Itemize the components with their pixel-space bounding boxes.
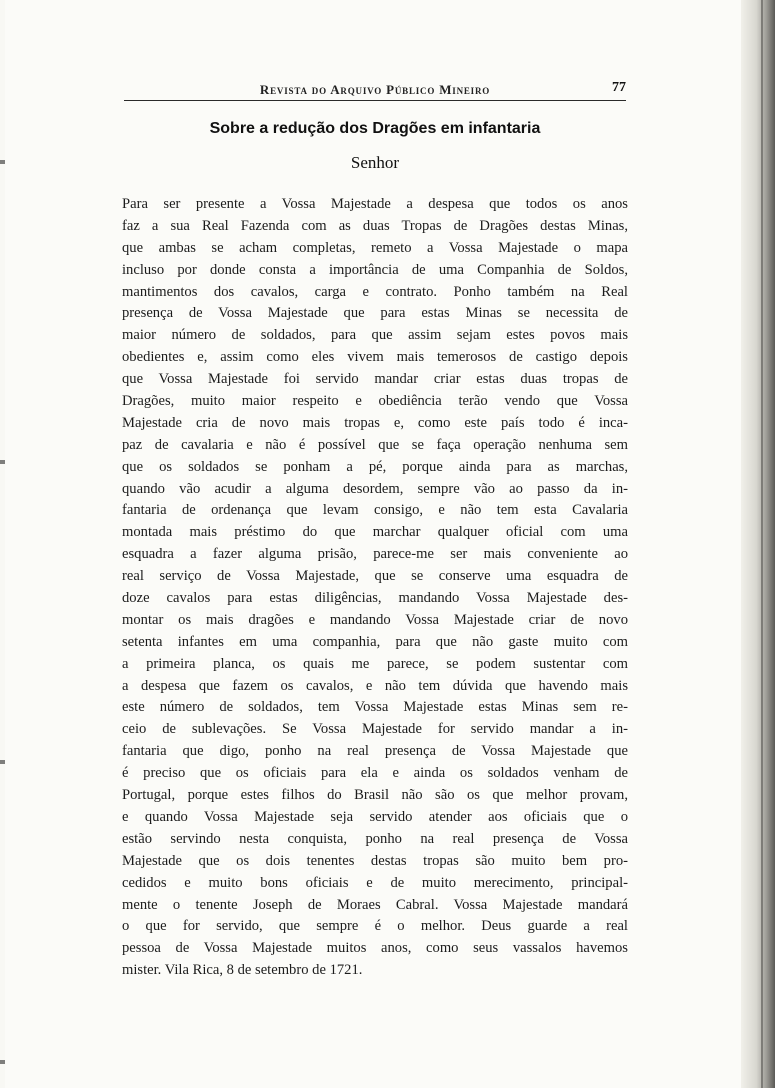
text-line: maior número de soldados, para que assim sejam estes povos mais <box>122 327 628 344</box>
text-line: setenta infantes em uma companhia, para que não gaste muito com <box>122 633 628 650</box>
running-head <box>124 80 626 101</box>
text-line: Majestade que os dois tenentes destas tropas são muito bem pro- <box>122 852 628 869</box>
text-line: Portugal, porque estes filhos do Brasil não são os que melhor provam, <box>122 787 628 804</box>
text-line: mister. Vila Rica, 8 de setembro de 1721. <box>122 962 363 979</box>
text-line: presença de Vossa Majestade que para estas Minas se necessita de <box>122 305 628 322</box>
text-line: ceio de sublevações. Se Vossa Majestade for servido mandar a in- <box>122 721 628 738</box>
text-line: estão servindo nesta conquista, ponho na real presença de Vossa <box>122 830 628 847</box>
text-line: obedientes e, assim como eles vivem mais temerosos de castigo depois <box>122 349 628 366</box>
running-title: Revista do Arquivo Público Mineiro <box>259 82 491 97</box>
text-line: paz de cavalaria e não é possível que se faça operação nenhuma sem <box>122 436 628 453</box>
text-line: faz a sua Real Fazenda com as duas Tropas de Dragões destas Minas, <box>122 217 628 234</box>
page-number: 77 <box>612 80 626 95</box>
text-line: incluso por donde consta a importância de uma Companhia de Soldos, <box>122 261 628 278</box>
text-line: mantimentos dos cavalos, carga e contrato. Ponho também na Real <box>122 283 628 300</box>
text-line: e quando Vossa Majestade seja servido atender aos oficiais que o <box>122 808 628 825</box>
text-line: mente o tenente Joseph de Moraes Cabral. Vossa Majestade mandará <box>122 896 628 913</box>
text-line: real serviço de Vossa Majestade, que se conserve uma esquadra de <box>122 568 628 585</box>
text-line: Para ser presente a Vossa Majestade a despesa que todos os anos <box>122 196 628 212</box>
text-line: que os soldados se ponham a pé, porque ainda para as marchas, <box>122 458 628 475</box>
text-line: fantaria que digo, ponho na real presença de Vossa Majestade que <box>122 743 628 760</box>
text-line: Majestade cria de novo mais tropas e, como este país todo é inca- <box>122 414 628 431</box>
text-line: doze cavalos para estas diligências, mandando Vossa Majestade des- <box>122 590 628 607</box>
text-line: que Vossa Majestade foi servido mandar criar estas duas tropas de <box>122 371 628 388</box>
text-line: quando vão acudir a alguma desordem, sempre vão ao passo da in- <box>122 480 628 497</box>
text-line: Dragões, muito maior respeito e obediência terão vendo que Vossa <box>122 393 628 410</box>
text-line: cedidos e muito bons oficiais e de muito merecimento, principal- <box>122 874 628 891</box>
text-line: que ambas se acham completas, remeto a Vossa Majestade o mapa <box>122 239 628 256</box>
document-title: Sobre a redução dos Dragões em infantaria <box>209 120 541 137</box>
text-line: a despesa que fazem os cavalos, e não tem dúvida que havendo mais <box>122 677 628 694</box>
text-line: pessoa de Vossa Majestade muitos anos, como seus vassalos havemos <box>122 940 628 957</box>
text-line: a primeira planca, os quais me parece, se podem sustentar com <box>122 655 628 672</box>
text-line: o que for servido, que sempre é o melhor. Deus guarde a real <box>122 918 628 935</box>
page-left-edge <box>0 0 5 1088</box>
book-spine-shadow <box>741 0 775 1088</box>
text-line: esquadra a fazer alguma prisão, parece-me ser mais conveniente ao <box>122 546 628 563</box>
text-line: montar os mais dragões e mandando Vossa Majestade criar de novo <box>122 611 628 628</box>
salutation: Senhor <box>350 153 400 172</box>
text-line: é preciso que os oficiais para ela e ainda os soldados venham de <box>122 765 628 782</box>
body-text <box>122 194 628 982</box>
text-line: este número de soldados, tem Vossa Majestade estas Minas sem re- <box>122 699 628 716</box>
text-line: fantaria de ordenança que levam consigo, e não tem esta Cavalaria <box>122 502 628 519</box>
text-line: montada mais préstimo do que marchar qualquer oficial com uma <box>122 524 628 541</box>
